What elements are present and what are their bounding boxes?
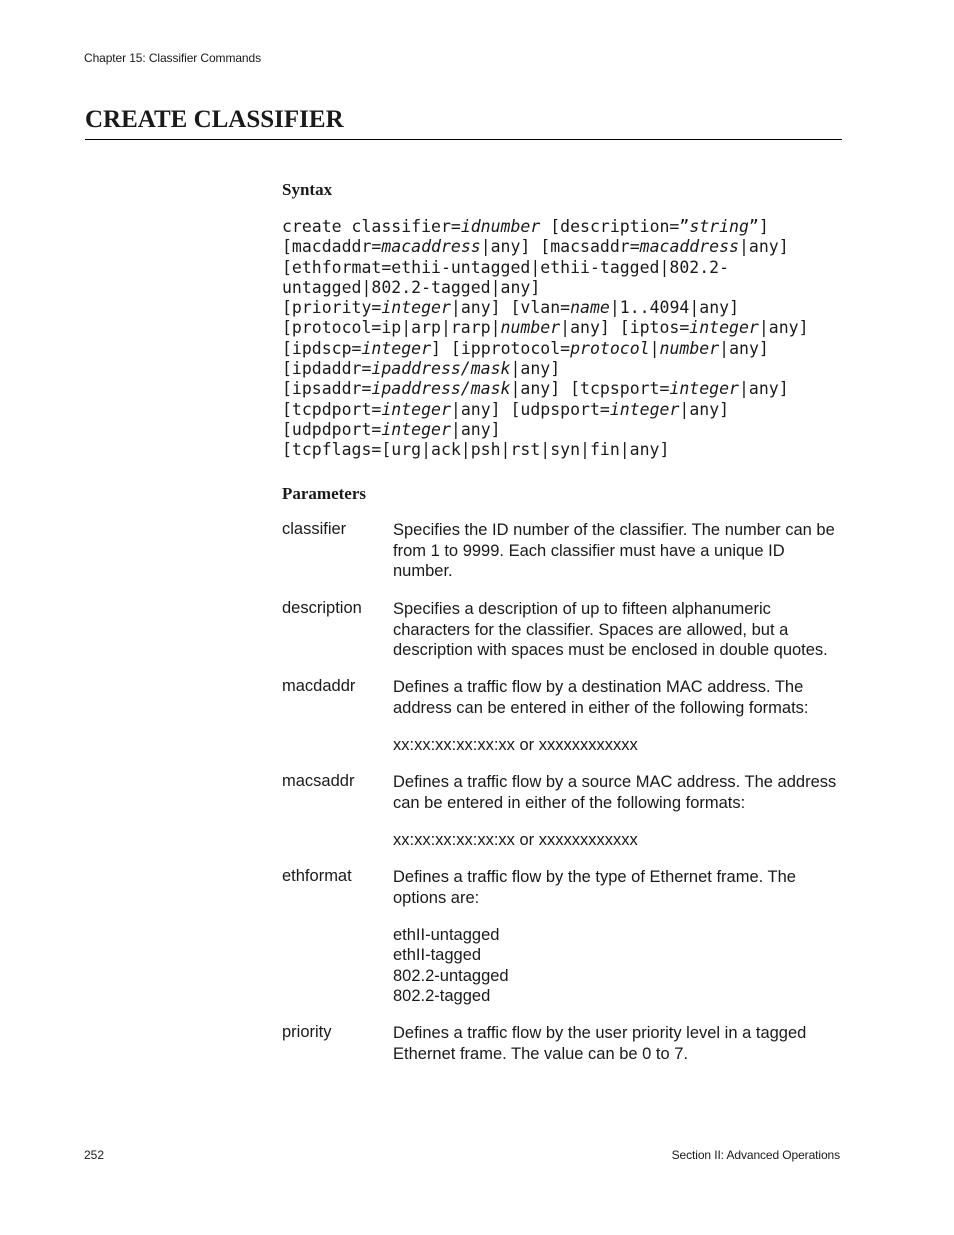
syntax-literal: |any] [738,379,789,399]
syntax-placeholder: ipaddress/mask [371,379,511,399]
param-desc-macsaddr: Defines a traffic flow by a source MAC address. The address can be entered in either of the following formats: [393,773,837,812]
syntax-line [282,258,852,278]
page-number: 252 [84,1148,105,1162]
ethformat-option: ethII-untagged [393,926,500,944]
syntax-literal: |any] [719,338,769,358]
param-name-macdaddr: macdaddr [282,677,356,695]
syntax-literal: |1..4094|any] [609,298,739,318]
syntax-literal: [ethformat=ethii-untagged|ethii-tagged|802.2- [282,257,730,277]
param-name-ethformat: ethformat [282,867,352,885]
syntax-literal: untagged|802.2-tagged|any] [282,277,541,297]
syntax-literal: ”] [748,217,769,236]
ethformat-option: 802.2-tagged [393,987,491,1005]
param-name-macsaddr: macsaddr [282,772,355,790]
syntax-placeholder: name [570,298,610,318]
syntax-literal: [macdaddr= [282,237,382,257]
syntax-placeholder: integer [361,338,432,358]
syntax-literal: | [649,338,660,358]
section-footer: Section II: Advanced Operations [671,1148,840,1162]
parameters-heading: Parameters [282,484,367,503]
param-formats-macsaddr: xx:xx:xx:xx:xx:xx or xxxxxxxxxxxx [393,831,638,849]
syntax-literal: |any] [macsaddr= [480,237,640,257]
syntax-placeholder: ipaddress/mask [371,359,511,379]
param-name-classifier: classifier [282,520,347,538]
syntax-placeholder: macaddress [639,237,739,257]
syntax-placeholder: macaddress [381,237,481,257]
syntax-placeholder: integer [381,399,451,419]
syntax-line [282,379,852,399]
syntax-literal: [priority= [282,298,382,318]
syntax-literal: [ipsaddr= [282,379,372,399]
syntax-placeholder: idnumber [460,217,541,236]
syntax-line [282,420,852,440]
syntax-literal: create classifier= [282,217,461,236]
syntax-line [282,339,852,359]
ethformat-option: ethII-tagged [393,946,482,964]
syntax-literal: ] [ipprotocol= [431,338,571,358]
syntax-placeholder: number [500,318,561,338]
syntax-line [282,318,852,338]
syntax-literal: |any] [510,359,561,379]
title-rule [85,139,842,140]
syntax-placeholder: string [689,217,749,236]
syntax-literal: [ipdscp= [282,338,362,358]
syntax-literal: |any] [738,237,789,257]
syntax-block [282,217,852,461]
syntax-literal: |any] [450,419,501,439]
syntax-placeholder: protocol [570,338,650,358]
syntax-literal: |any] [iptos= [560,318,690,338]
syntax-line [282,400,852,420]
syntax-literal: |any] [679,399,730,419]
syntax-literal: [udpdport= [282,419,382,439]
syntax-literal: [ipdaddr= [282,359,372,379]
syntax-literal: [protocol=ip|arp|rarp| [282,318,501,338]
syntax-placeholder: number [659,338,720,358]
syntax-line [282,440,852,460]
syntax-literal: |any] [758,318,809,338]
syntax-heading: Syntax [282,180,333,199]
syntax-line [282,217,852,237]
syntax-placeholder: integer [689,318,759,338]
syntax-literal: [tcpdport= [282,399,382,419]
syntax-placeholder: integer [609,399,680,419]
page-title: CREATE CLASSIFIER [85,106,344,133]
param-desc-macdaddr: Defines a traffic flow by a destination MAC address. The address can be entered in either of the following formats: [393,678,809,717]
syntax-placeholder: integer [669,379,739,399]
syntax-line [282,298,852,318]
syntax-line [282,237,852,257]
syntax-line [282,359,852,379]
running-header: Chapter 15: Classifier Commands [84,51,261,65]
param-desc-ethformat: Defines a traffic flow by the type of Ethernet frame. The options are: [393,868,796,907]
param-name-description: description [282,599,362,617]
param-name-priority: priority [282,1023,332,1041]
ethformat-option: 802.2-untagged [393,967,509,985]
syntax-line [282,278,852,298]
param-formats-macdaddr: xx:xx:xx:xx:xx:xx or xxxxxxxxxxxx [393,736,638,754]
param-desc-description: Specifies a description of up to fifteen alphanumeric characters for the classifier. Spaces are allowed, but a description with spaces must be enclosed in double quotes. [393,600,828,659]
syntax-literal: |any] [tcpsport= [510,379,670,399]
param-desc-classifier: Specifies the ID number of the classifier. The number can be from 1 to 9999. Each classifier must have a unique ID number. [393,521,835,580]
syntax-literal: [description=” [540,217,690,236]
syntax-placeholder: integer [381,298,451,318]
param-desc-priority: Defines a traffic flow by the user priority level in a tagged Ethernet frame. The value can be 0 to 7. [393,1024,807,1063]
syntax-literal: |any] [udpsport= [450,399,610,419]
syntax-placeholder: integer [381,419,451,439]
syntax-literal: |any] [vlan= [450,298,571,318]
syntax-literal: [tcpflags=[urg|ack|psh|rst|syn|fin|any] [282,440,670,460]
